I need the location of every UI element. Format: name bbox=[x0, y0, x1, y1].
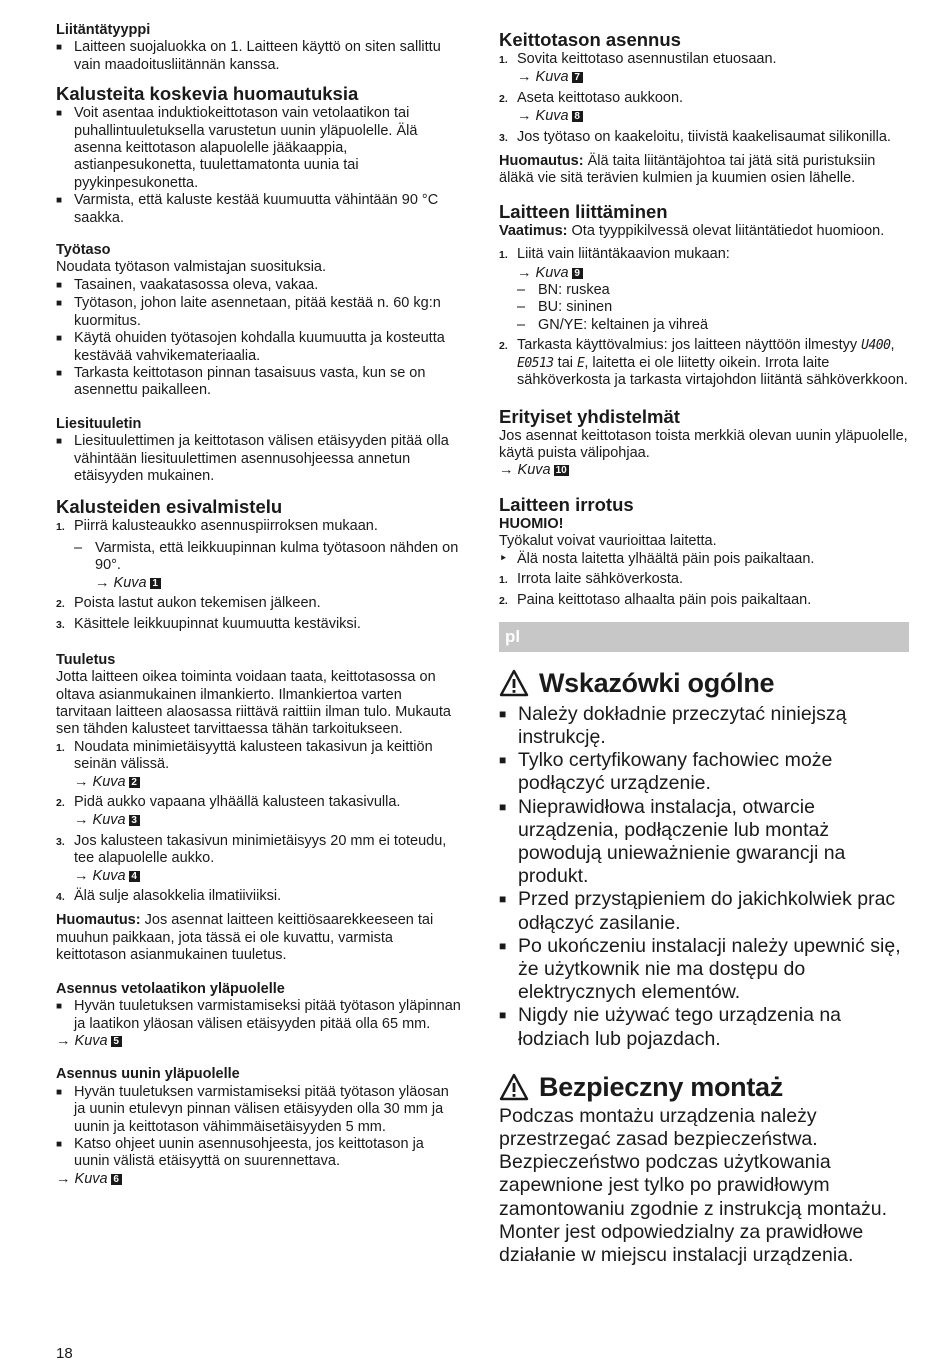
list-item: 1. Liitä vain liitäntäkaavion mukaan: bbox=[499, 246, 730, 263]
figure-reference: → Kuva 1 bbox=[56, 575, 461, 592]
figure-reference: → Kuva 9 bbox=[499, 265, 909, 282]
list-item: 3. Jos kalusteen takasivun minimietäisyys 20 mm ei toteudu, tee alapuolelle aukko. bbox=[56, 832, 447, 867]
language-bar bbox=[499, 622, 909, 652]
section-removal: Laitteen irrotus HUOMIO! Työkalut voivat vaurioittaa laitetta. ‣ Älä nosta laitetta ylhäältä päin pois paikaltaan. 1. Irrota laite sähköverkosta. 2. Paina keittotaso alhaalta päin pois paikaltaan. bbox=[499, 494, 909, 611]
triangle-bullet-icon: ‣ bbox=[499, 550, 508, 567]
section-safe-mounting: Bezpieczny montaż Podczas montażu urządzenia należy przestrzegać zasad bezpieczeństwa. Bezpieczeństwo podczas użytkowania zapewnione jest tylko po prawidłowym zamontowaniu zgodnie z instrukcją montażu. Monter jest odpowiedzialny za prawidłowe działanie w miejscu instalacji urządzenia. bbox=[499, 1071, 909, 1267]
bullet-icon: ■ bbox=[56, 108, 63, 120]
section-title: Asennus vetolaatikon yläpuolelle bbox=[56, 980, 285, 997]
list-item: 1. Sovita keittotaso asennustilan etuosaan. bbox=[499, 51, 777, 67]
list-item: ■ Tylko certyfikowany fachowiec może podłączyć urządzenie. bbox=[499, 749, 833, 795]
list-item: ■ Nieprawidłowa instalacja, otwarcie urządzenia, podłączenie lub montaż powodują unieważnienie gwarancji na produkt. bbox=[499, 795, 846, 888]
list-item: ■ Laitteen suojaluokka on 1. Laitteen käyttö on siten sallittu vain maadoitusliitännän kanssa. bbox=[56, 39, 441, 73]
list-item: – GN/YE: keltainen ja vihreä bbox=[517, 316, 709, 333]
display-code: E bbox=[577, 355, 585, 371]
list-item: ■ Tasainen, vaakatasossa oleva, vakaa. bbox=[56, 276, 319, 293]
bullet-icon: ■ bbox=[499, 799, 507, 814]
list-item: 2. Aseta keittotaso aukkoon. bbox=[499, 89, 684, 106]
arrow-icon: → bbox=[74, 867, 89, 884]
bullet-icon: ■ bbox=[499, 892, 507, 907]
section-hood bbox=[56, 416, 461, 486]
section-title: Laitteen liittäminen bbox=[499, 200, 668, 222]
warning-icon bbox=[499, 669, 529, 697]
list-item: ■ Po ukończeniu instalacji należy upewnić się, że użytkownik nie ma dostępu do elektrycznych elementów. bbox=[499, 934, 901, 1004]
section-ventilation: Tuuletus Jotta laitteen oikea toiminta voidaan taata, keittotasossa on oltava asianmukainen ilmankierto. Ilmankiertoa varten tarvitaan laitteen alaosassa riittävä raittiin ilman tulo. Mukauta sen tähden kalusteet tarvittaessa tähän tarkoitukseen. 1. Noudata minimietäisyyttä kalusteen takasivun ja keittiön seinän välissä. → Kuva 2 2. Pidä aukko vapaana ylhäällä kalusteen takasivulla. → Kuva 3 3. Jos kalusteen takasivun minimietäisyys 20 mm ei toteudu, tee alapuolelle aukko. → Kuva 4 4. Älä sulje alasokkelia ilmatiiviiksi. Huomautus: Jos asennat laitteen keittiösaarekkeeseen tai muuhun paikkaan, jota tässä ei ole kuvattu, varmista keittotason asianmukainen tuuletus. bbox=[56, 652, 461, 965]
figure-number-badge: 4 bbox=[129, 871, 140, 882]
right-column bbox=[499, 29, 909, 1267]
arrow-icon: → bbox=[499, 462, 514, 479]
figure-reference: → Kuva 10 bbox=[499, 462, 567, 479]
list-item: ■ Työtason, johon laite asennetaan, pitää kestää n. 60 kg:n kuormitus. bbox=[56, 295, 441, 329]
arrow-icon: → bbox=[74, 773, 89, 790]
section-above-drawer bbox=[56, 981, 461, 1051]
list-item: 2. Pidä aukko vapaana ylhäällä kalusteen takasivulla. bbox=[56, 794, 401, 811]
section-worktop: Työtaso Noudata työtason valmistajan suosituksia. ■ Tasainen, vaakatasossa oleva, vakaa. ■ Työtason, johon laite asennetaan, pitää kestää n. 60 kg:n kuormitus. ■ Käytä ohuiden työtasojen kohdalla kuumuutta ja kosteutta kestävää vahvikemateriaalia. ■ Tarkasta keittotason pinnan tasaisuus vasta, kun se on asennettu paikalleen. bbox=[56, 242, 461, 400]
figure-reference: → Kuva 6 bbox=[56, 1171, 461, 1188]
section-connection-type bbox=[56, 22, 461, 74]
list-item: 2. Poista lastut aukon tekemisen jälkeen. bbox=[56, 594, 321, 611]
figure-number-badge: 2 bbox=[129, 777, 140, 788]
section-title: Kalusteita koskevia huomautuksia bbox=[56, 83, 359, 105]
figure-reference: → Kuva 3 bbox=[56, 812, 461, 829]
arrow-icon: → bbox=[56, 1032, 71, 1049]
list-item: ■ Katso ohjeet uunin asennusohjeesta, jos keittotason ja uunin välistä etäisyyttä on suurennettava. bbox=[56, 1135, 424, 1170]
list-item: 3. Käsittele leikkuupinnat kuumuutta kestäviksi. bbox=[56, 616, 361, 633]
bullet-icon: ■ bbox=[56, 1001, 63, 1013]
bullet-icon: ■ bbox=[56, 1138, 63, 1150]
figure-number-badge: 10 bbox=[555, 465, 567, 477]
arrow-icon: → bbox=[95, 574, 110, 591]
arrow-icon: → bbox=[517, 108, 532, 125]
arrow-icon: → bbox=[517, 264, 532, 281]
arrow-icon: → bbox=[74, 812, 89, 829]
section-title: Asennus uunin yläpuolelle bbox=[56, 1066, 240, 1083]
section-title: Bezpieczny montaż bbox=[499, 1071, 909, 1103]
bullet-icon: ■ bbox=[499, 753, 507, 768]
section-title: Laitteen irrotus bbox=[499, 493, 634, 515]
figure-number-badge: 7 bbox=[572, 72, 583, 83]
arrow-icon: → bbox=[56, 1170, 71, 1187]
bullet-icon: ■ bbox=[56, 333, 63, 345]
bullet-icon: ■ bbox=[56, 42, 63, 54]
section-above-oven bbox=[56, 1066, 461, 1188]
list-item: ■ Voit asentaa induktiokeittotason vain vetolaatikon tai puhallintuuletuksella varustetun uunin yläpuolelle. Älä asenna keittotason alapuolelle jääkaappia, astianpesukonetta, tuulettamatonta uunia tai pyykinpesukonetta. bbox=[56, 105, 418, 191]
bullet-icon: ■ bbox=[56, 279, 63, 291]
bullet-icon: ■ bbox=[56, 298, 63, 310]
section-title: Keittotason asennus bbox=[499, 29, 681, 50]
figure-reference: → Kuva 8 bbox=[499, 108, 909, 125]
figure-reference: → Kuva 7 bbox=[499, 69, 909, 86]
list-item: 3. Jos työtaso on kaakeloitu, tiivistä kaakelisaumat silikonilla. bbox=[499, 128, 891, 145]
list-item: ■ Hyvän tuuletuksen varmistamiseksi pitää työtason yläpinnan ja laatikon yläosan välisen etäisyyden pitää olla 65 mm. bbox=[56, 998, 461, 1032]
list-item: ■ Hyvän tuuletuksen varmistamiseksi pitää työtason yläosan ja uunin etulevyn pinnan välisen etäisyyden olla 30 mm ja uunin ja keittotason vähimmäisetäisyyden 5 mm. bbox=[56, 1083, 449, 1135]
list-item: 1. Piirrä kalusteaukko asennuspiirroksen mukaan. bbox=[56, 518, 378, 535]
section-title: Erityiset yhdistelmät bbox=[499, 405, 680, 427]
display-code: U400 bbox=[861, 338, 891, 354]
list-item: ■ Przed przystąpieniem do jakichkolwiek prac odłączyć zasilanie. bbox=[499, 888, 896, 934]
list-item: – Varmista, että leikkuupinnan kulma työtasoon nähden on 90°. bbox=[74, 539, 459, 574]
list-item: ■ Liesituulettimen ja keittotason välisen etäisyyden pitää olla vähintään liesituulettimen asennusohjeessa annetun etäisyyden mukainen. bbox=[56, 433, 449, 484]
list-item: ■ Varmista, että kaluste kestää kuumuutta vähintään 90 °C saakka. bbox=[56, 192, 439, 226]
warning-icon bbox=[499, 1073, 529, 1101]
left-column bbox=[56, 22, 461, 1188]
figure-number-badge: 6 bbox=[111, 1174, 122, 1185]
page-number: 18 bbox=[56, 1345, 73, 1362]
list-item: ■ Należy dokładnie przeczytać niniejszą instrukcję. bbox=[499, 702, 847, 748]
note: Huomautus: Älä taita liitäntäjohtoa tai jätä sitä puristuksiin äläkä vie sitä terävien kulmien ja kuumien osien lähelle. bbox=[499, 153, 876, 187]
figure-reference: → Kuva 4 bbox=[56, 868, 461, 885]
section-title: Liitäntätyyppi bbox=[56, 22, 151, 38]
list-item: ■ Tarkasta keittotason pinnan tasaisuus vasta, kun se on asennettu paikalleen. bbox=[56, 364, 426, 399]
list-item: – BN: ruskea bbox=[517, 282, 610, 299]
figure-reference: → Kuva 2 bbox=[56, 774, 461, 791]
section-title: Tuuletus bbox=[56, 651, 116, 668]
figure-number-badge: 9 bbox=[572, 268, 583, 279]
section-connecting bbox=[499, 201, 909, 390]
section-mounting bbox=[499, 29, 909, 188]
section-title: Wskazówki ogólne bbox=[499, 667, 909, 699]
bullet-icon: ■ bbox=[56, 436, 63, 448]
figure-number-badge: 8 bbox=[572, 111, 583, 122]
figure-number-badge: 5 bbox=[111, 1036, 122, 1047]
bullet-icon: ■ bbox=[499, 706, 507, 721]
list-item: ■ Nigdy nie używać tego urządzenia na łodziach lub pojazdach. bbox=[499, 1004, 842, 1050]
list-item: ■ Käytä ohuiden työtasojen kohdalla kuumuutta ja kosteutta kestävää vahvikemateriaalia. bbox=[56, 330, 445, 364]
list-item: 1. Irrota laite sähköverkosta. bbox=[499, 570, 684, 587]
warning-label: HUOMIO! bbox=[499, 515, 564, 532]
section-furniture-notes bbox=[56, 83, 461, 227]
section-title: Kalusteiden esivalmistelu bbox=[56, 496, 283, 518]
bullet-icon: ■ bbox=[499, 938, 507, 953]
figure-number-badge: 1 bbox=[150, 578, 161, 589]
arrow-icon: → bbox=[517, 69, 532, 86]
list-item: 1. Noudata minimietäisyyttä kalusteen takasivun ja keittiön seinän välissä. bbox=[56, 738, 433, 773]
section-furniture-prep bbox=[56, 496, 461, 634]
bullet-icon: ■ bbox=[56, 1086, 63, 1098]
display-code: E0513 bbox=[517, 355, 554, 371]
bullet-icon: ■ bbox=[56, 367, 63, 379]
list-item: 2. Paina keittotaso alhaalta päin pois paikaltaan. bbox=[499, 592, 812, 609]
section-general-notes bbox=[499, 667, 909, 1051]
section-title: Työtaso bbox=[56, 242, 111, 259]
list-item: – BU: sininen bbox=[517, 299, 613, 316]
bullet-icon: ■ bbox=[56, 195, 63, 207]
figure-reference: → Kuva 5 bbox=[56, 1033, 461, 1050]
section-title: Liesituuletin bbox=[56, 415, 142, 432]
note: Huomautus: Jos asennat laitteen keittiösaarekkeeseen tai muuhun paikkaan, jota tässä ei ole kuvattu, varmista keittotason asianmukainen tuuletus. bbox=[56, 912, 434, 964]
section-special-combinations: Erityiset yhdistelmät Jos asennat keittotason toista merkkiä olevan uunin yläpuolelle, käytä puista välipohjaa. → Kuva 10 bbox=[499, 405, 908, 479]
list-item: 4. Älä sulje alasokkelia ilmatiiviiksi. bbox=[56, 888, 282, 905]
requirement: Vaatimus: Ota tyyppikilvessä olevat liitäntätiedot huomioon. bbox=[499, 222, 885, 239]
bullet-icon: ■ bbox=[499, 1008, 507, 1023]
list-item: ‣ Älä nosta laitetta ylhäältä päin pois paikaltaan. bbox=[499, 550, 815, 567]
figure-number-badge: 3 bbox=[129, 815, 140, 826]
list-item: 2. Tarkasta käyttövalmius: jos laitteen näyttöön ilmestyy U400, E0513 tai E, laitetta ei ole liitetty oikein. Irrota laite sähköverkosta ja tarkasta virtajohdon liitäntä sähköverkkoon. bbox=[499, 337, 908, 389]
language-tag: pl bbox=[505, 626, 521, 646]
